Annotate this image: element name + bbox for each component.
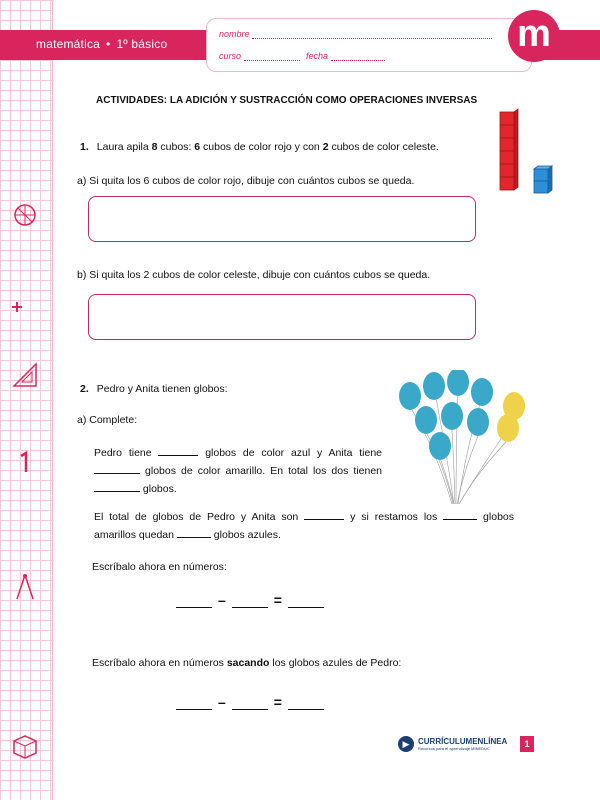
page-number: 1	[520, 736, 534, 752]
footer-brand: CURRÍCULUMENLÍNEA	[418, 737, 508, 746]
q1-red: 6	[194, 141, 201, 153]
eq1-equals: =	[273, 592, 282, 608]
eq2-blank-a[interactable]	[176, 699, 212, 710]
question-2-number: 2.	[80, 383, 89, 395]
eq1-blank-b[interactable]	[232, 597, 268, 608]
eq1-blank-a[interactable]	[176, 597, 212, 608]
p1-part1: Pedro tiene	[94, 447, 159, 459]
subject-label: matemática • 1º básico	[36, 37, 168, 51]
p2-part3: globos amarillos quedan	[94, 511, 515, 541]
eq2-blank-c[interactable]	[288, 699, 324, 710]
question-2a-label: a) Complete:	[77, 414, 138, 426]
p1-part3: globos de color amarillo. En total los dos tienen	[140, 465, 382, 477]
p2-part2: y si restamos los	[344, 511, 444, 523]
course-date-field	[219, 51, 385, 61]
date-label: fecha	[306, 51, 329, 61]
paragraph-2	[94, 508, 514, 544]
q1-text-d: cubos de color celeste.	[328, 141, 439, 153]
margin-grid	[0, 0, 53, 800]
course-line[interactable]	[244, 60, 300, 61]
date-line[interactable]	[331, 60, 385, 61]
wn2-bold: sacando	[226, 657, 270, 669]
blank-total-2[interactable]	[304, 509, 344, 520]
student-info-card	[206, 18, 532, 72]
write-numbers-2	[92, 657, 401, 669]
plus-icon	[10, 292, 40, 322]
q1-text-b: cubos:	[157, 141, 195, 153]
equation-1	[176, 592, 324, 608]
p2-part1: El total de globos de Pedro y Anita son	[94, 511, 305, 523]
q1-text-c: cubos de color rojo y con	[200, 141, 323, 153]
question-1-number: 1.	[80, 141, 89, 153]
answer-box-1a[interactable]	[88, 196, 476, 242]
equation-2	[176, 694, 324, 710]
q1-blue: 2	[322, 141, 329, 153]
eq2-minus: –	[218, 694, 226, 710]
triangle-ruler-icon	[10, 360, 40, 390]
question-2-text: Pedro y Anita tienen globos:	[96, 383, 228, 395]
blank-yellow-2[interactable]	[443, 509, 477, 520]
subject-name: matemática	[36, 37, 101, 51]
wn2-part1: Escríbalo ahora en números	[92, 657, 227, 669]
footer-brand-sub: Recursos para el aprendizaje MINEDUC	[418, 746, 490, 751]
compass-rose-icon	[10, 200, 40, 230]
blank-blue-2[interactable]	[177, 527, 211, 538]
p2-part4: globos azules.	[210, 529, 281, 541]
drawing-compass-icon	[10, 572, 40, 602]
digit-one-icon	[10, 448, 40, 478]
answer-box-1b[interactable]	[88, 294, 476, 340]
question-1b: b) Si quita los 2 cubos de color celeste, dibuje con cuántos cubos se queda.	[77, 269, 431, 281]
grade-name: 1º básico	[116, 37, 168, 51]
question-1	[80, 141, 439, 153]
name-line[interactable]	[252, 38, 492, 39]
p1-part2: globos de color azul y Anita tiene	[198, 447, 382, 459]
name-field	[219, 29, 492, 39]
p1-part4: globos.	[140, 483, 177, 495]
paragraph-1	[94, 444, 382, 498]
wn2-part2: los globos azules de Pedro:	[269, 657, 402, 669]
play-icon: ▶	[398, 736, 414, 752]
page-title: ACTIVIDADES: LA ADICIÓN Y SUSTRACCIÓN COMO OPERACIONES INVERSAS	[96, 95, 478, 106]
eq1-blank-c[interactable]	[288, 597, 324, 608]
logo: m	[508, 10, 560, 62]
course-label: curso	[219, 51, 242, 61]
footer-logo	[398, 736, 507, 752]
blank-anita-yellow[interactable]	[94, 463, 140, 474]
blank-total[interactable]	[94, 481, 140, 492]
q1-text-a: Laura apila	[96, 141, 152, 153]
question-2	[80, 383, 228, 395]
box-icon	[10, 730, 40, 760]
write-numbers-1: Escríbalo ahora en números:	[92, 561, 227, 573]
eq1-minus: –	[218, 592, 226, 608]
balloons-illustration	[396, 370, 528, 506]
question-1a: a) Si quita los 6 cubos de color rojo, dibuje con cuántos cubos se queda.	[77, 175, 415, 187]
q1-total: 8	[151, 141, 158, 153]
cubes-illustration	[494, 108, 564, 204]
eq2-blank-b[interactable]	[232, 699, 268, 710]
blank-pedro-blue[interactable]	[158, 445, 198, 456]
name-label: nombre	[219, 29, 250, 39]
eq2-equals: =	[273, 694, 282, 710]
